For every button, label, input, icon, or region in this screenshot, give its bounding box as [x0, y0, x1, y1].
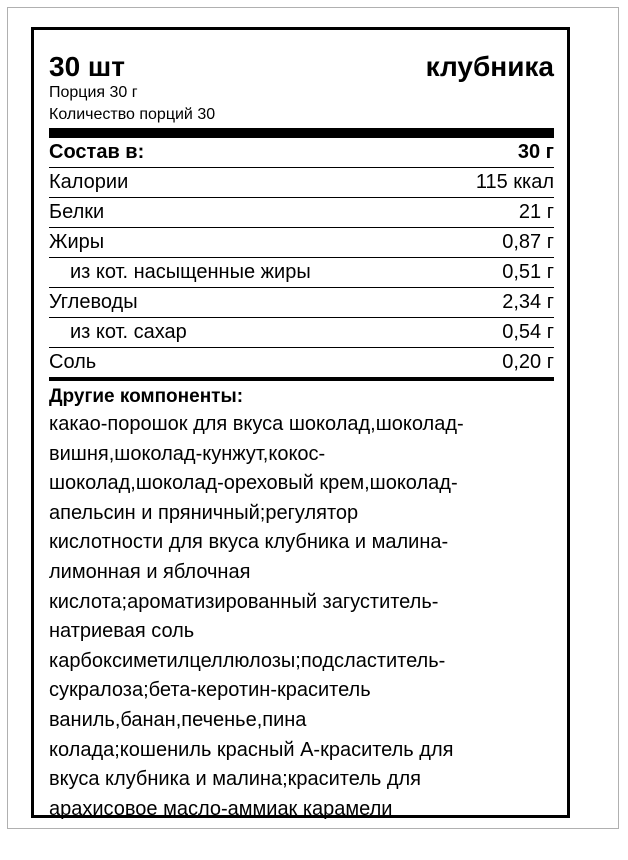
nutrient-value: 0,51 г [502, 261, 554, 283]
ingredient-line: шоколад,шоколад-ореховый крем,шоколад- [49, 472, 458, 495]
ingredient-line: вишня,шоколад-кунжут,кокос- [49, 442, 326, 465]
composition-title: Состав в: [49, 141, 145, 163]
nutrient-value: 115 ккал [475, 171, 554, 193]
nutrient-row-fat [49, 228, 554, 258]
page-frame [7, 7, 619, 829]
serving-size: Порция 30 г [49, 84, 138, 101]
package-count: 30 шт [49, 51, 125, 82]
nutrient-row-protein [49, 198, 554, 228]
ingredient-line: вкуса клубника и малина;краситель для [49, 768, 422, 791]
nutrient-name: из кот. насыщенные жиры [70, 261, 311, 283]
ingredient-line: колада;кошениль красный А-краситель для [49, 738, 454, 761]
nutrient-row-saturated-fat [49, 258, 554, 288]
ingredient-line: ваниль,банан,печенье,пина [49, 708, 307, 731]
other-components-title: Другие компоненты: [49, 386, 244, 407]
ingredient-line: кислотности для вкуса клубника и малина- [49, 531, 449, 554]
nutrient-row-carbs [49, 288, 554, 318]
nutrient-name: Соль [49, 351, 97, 373]
flavor-name: клубника [425, 51, 554, 82]
nutrient-name: из кот. сахар [70, 321, 187, 343]
nutrient-row-calories [49, 168, 554, 198]
nutrition-label [31, 27, 570, 818]
nutrient-name: Калории [49, 171, 129, 193]
ingredient-line: карбоксиметилцеллюлозы;подсластитель- [49, 649, 446, 672]
nutrient-row-sugar [49, 318, 554, 348]
composition-amount: 30 г [517, 141, 554, 163]
thick-divider [49, 128, 554, 138]
nutrient-value: 2,34 г [502, 291, 554, 313]
nutrient-name: Углеводы [49, 291, 138, 313]
nutrient-name: Белки [49, 201, 105, 223]
section-divider [49, 377, 554, 381]
other-components-text [49, 410, 554, 824]
ingredient-line: арахисовое масло-аммиак карамели [49, 797, 393, 820]
nutrient-value: 21 г [518, 201, 554, 223]
nutrient-value: 0,54 г [502, 321, 554, 343]
ingredient-line: кислота;ароматизированный загуститель- [49, 590, 439, 613]
ingredient-line: сукралоза;бета-керотин-краситель [49, 679, 371, 702]
nutrient-name: Жиры [49, 231, 105, 253]
ingredient-line: какао-порошок для вкуса шоколад,шоколад- [49, 413, 464, 435]
ingredient-line: натриевая соль [49, 620, 195, 643]
nutrient-value: 0,20 г [502, 351, 554, 373]
label-header [49, 52, 554, 82]
nutrient-row-salt [49, 348, 554, 377]
ingredient-line: апельсин и пряничный;регулятор [49, 501, 359, 524]
nutrient-value: 0,87 г [502, 231, 554, 253]
ingredient-line: лимонная и яблочная [49, 560, 251, 583]
composition-header [49, 138, 554, 168]
servings-count: Количество порций 30 [49, 106, 216, 123]
